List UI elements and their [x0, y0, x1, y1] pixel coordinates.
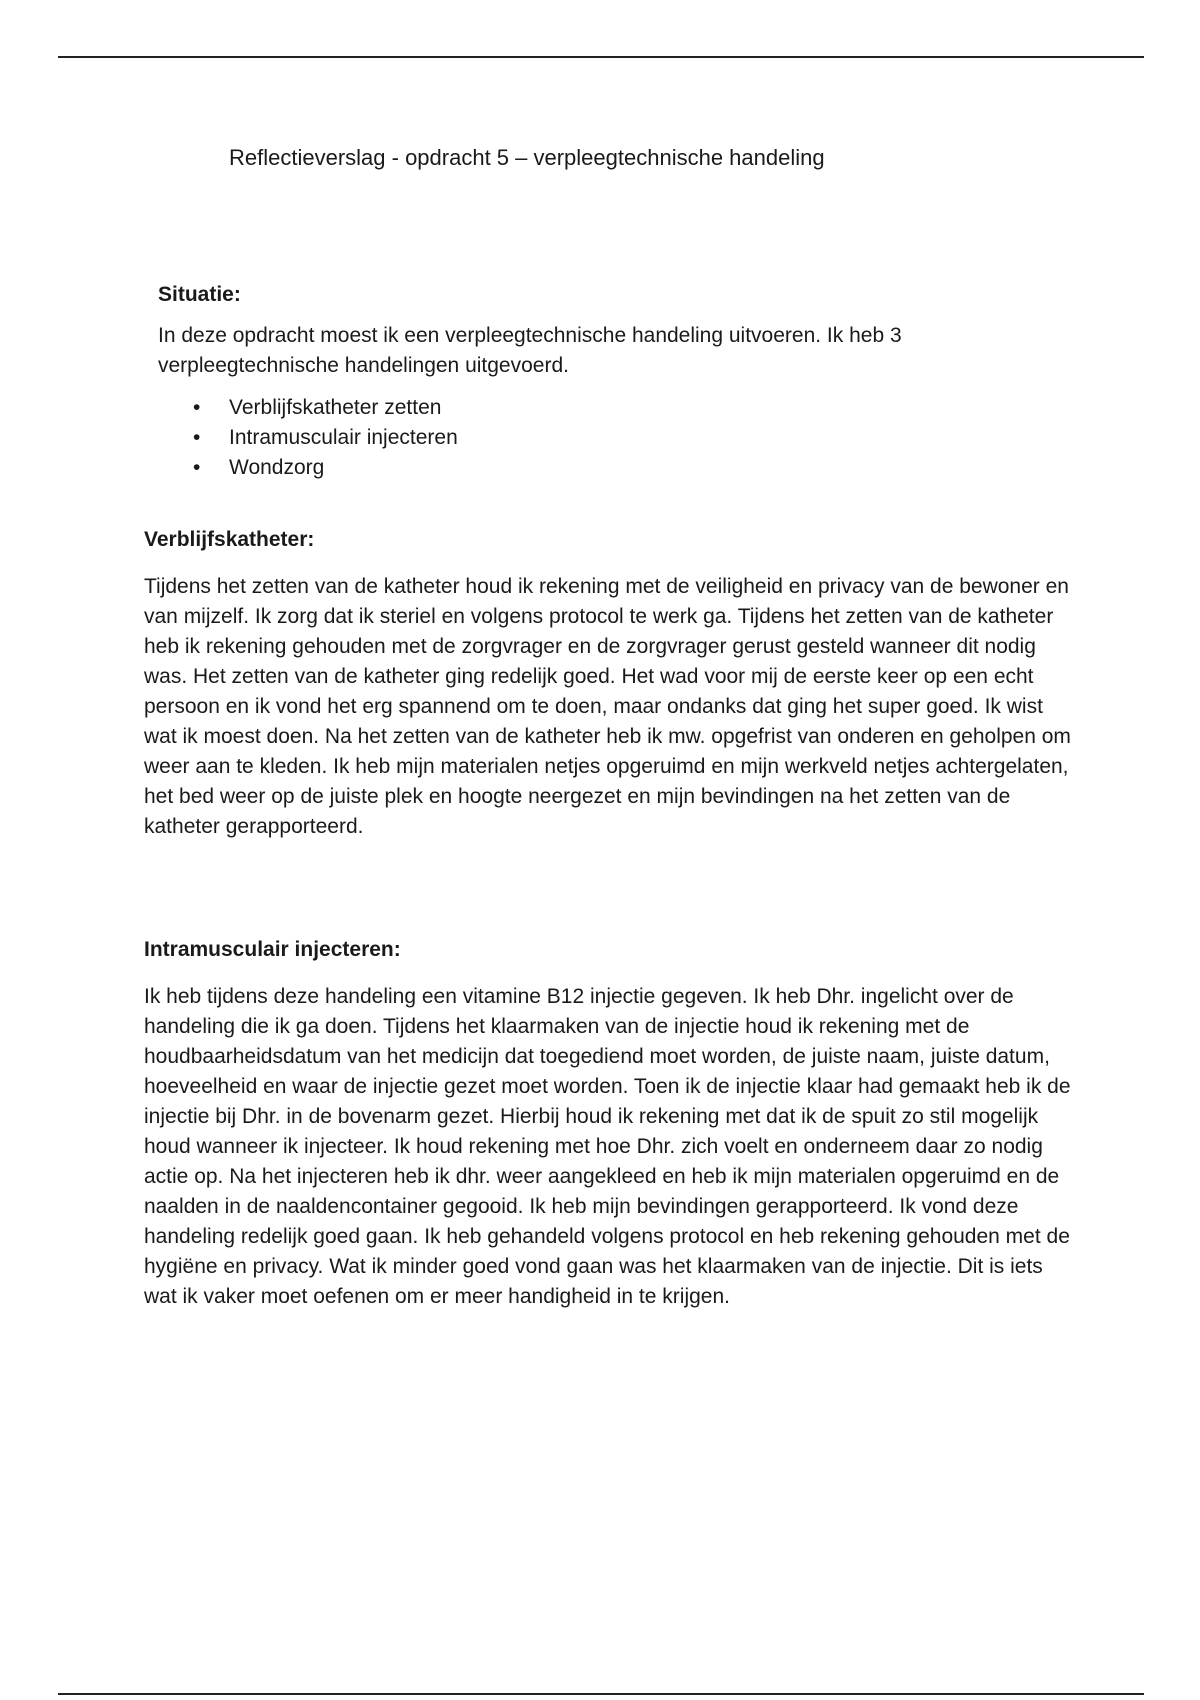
section-verblijfskatheter: [144, 526, 1074, 842]
list-item-label: Wondzorg: [229, 456, 325, 479]
section-situatie: [158, 281, 1058, 483]
verblijfskatheter-heading: Verblijfskatheter:: [144, 528, 315, 551]
situatie-intro: In deze opdracht moest ik een verpleegtechnische handeling uitvoeren. Ik heb 3 verpleegtechnische handelingen uitgevoerd.: [158, 324, 902, 377]
verblijfskatheter-body: Tijdens het zetten van de katheter houd ik rekening met de veiligheid en privacy van de bewoner en van mijzelf. Ik zorg dat ik steriel en volgens protocol te werk ga. Tijdens het zetten van de katheter heb ik rekening gehouden met de zorgvrager en de zorgvrager gerust gesteld wanneer dit nodig was. Het zetten van de katheter ging redelijk goed. Het wad voor mij de eerste keer op een echt persoon en ik vond het erg spannend om te doen, maar ondanks dat ging het super goed. Ik wist wat ik moest doen. Na het zetten van de katheter heb ik mw. opgefrist van onderen en geholpen om weer aan te kleden. Ik heb mijn materialen netjes opgeruimd en mijn werkveld netjes achtergelaten, het bed weer op de juiste plek en hoogte neergezet en mijn bevindingen na het zetten van de katheter gerapporteerd.: [144, 575, 1071, 838]
section-intramusculair: [144, 936, 1074, 1312]
bullet-icon: •: [193, 456, 201, 479]
list-item: [158, 453, 1058, 483]
situatie-heading: Situatie:: [158, 283, 241, 306]
bullet-icon: •: [193, 426, 201, 449]
handelingen-list: [158, 393, 1058, 483]
intramusculair-heading: Intramusculair injecteren:: [144, 938, 401, 961]
list-item-label: Intramusculair injecteren: [229, 426, 458, 449]
list-item-label: Verblijfskatheter zetten: [229, 396, 442, 419]
document-title: Reflectieverslag - opdracht 5 – verpleegtechnische handeling: [229, 145, 825, 170]
list-item: [158, 423, 1058, 453]
list-item: [158, 393, 1058, 423]
bullet-icon: •: [193, 396, 201, 419]
header-rule: [58, 56, 1144, 58]
footer-rule: [58, 1693, 1144, 1695]
intramusculair-body: Ik heb tijdens deze handeling een vitamine B12 injectie gegeven. Ik heb Dhr. ingelicht over de handeling die ik ga doen. Tijdens het klaarmaken van de injectie houd ik rekening met de houdbaarheidsdatum van het medicijn dat toegediend moet worden, de juiste naam, juiste datum, hoeveelheid en waar de injectie gezet moet worden. Toen ik de injectie klaar had gemaakt heb ik de injectie bij Dhr. in de bovenarm gezet. Hierbij houd ik rekening met dat ik de spuit zo stil mogelijk houd wanneer ik injecteer. Ik houd rekening met hoe Dhr. zich voelt en onderneem daar zo nodig actie op. Na het injecteren heb ik dhr. weer aangekleed en heb ik mijn materialen opgeruimd en de naalden in de naaldencontainer gegooid. Ik heb mijn bevindingen gerapporteerd. Ik vond deze handeling redelijk goed gaan. Ik heb gehandeld volgens protocol en heb rekening gehouden met de hygiëne en privacy. Wat ik minder goed vond gaan was het klaarmaken van de injectie. Dit is iets wat ik vaker moet oefenen om er meer handigheid in te krijgen.: [144, 985, 1071, 1308]
